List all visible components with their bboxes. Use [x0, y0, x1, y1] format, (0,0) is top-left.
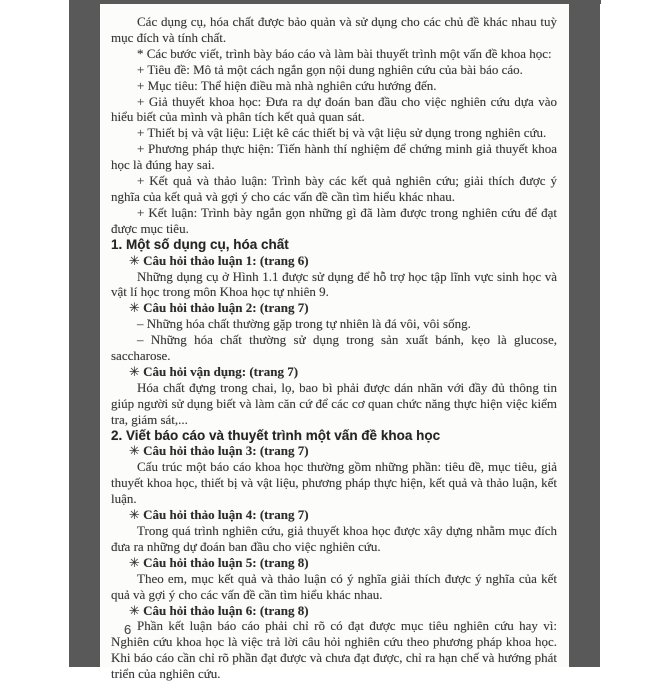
question-line: ✳ Câu hỏi thảo luận 5: (trang 8) — [129, 554, 309, 570]
section-heading: 2. Viết báo cáo và thuyết trình một vấn đề khoa học — [111, 427, 441, 443]
paragraph: + Kết quả và thảo luận: Trình bày các kết quả nghiên cứu; giải thích được ý nghĩa của kết quả và gợi ý cho các vấn đề cần tìm hiểu khác nhau. — [111, 173, 557, 204]
paragraph: Các dụng cụ, hóa chất được bảo quản và sử dụng cho các chủ đề khác nhau tuỳ mục đích và tính chất. — [111, 14, 557, 45]
paragraph: Trong quá trình nghiên cứu, giả thuyết khoa học được xây dựng nhằm mục đích đưa ra những dự đoán ban đầu cho việc nghiên cứu. — [111, 523, 557, 554]
question-line: ✳ Câu hỏi thảo luận 1: (trang 6) — [129, 252, 309, 268]
question-line: ✳ Câu hỏi thảo luận 2: (trang 7) — [129, 300, 309, 316]
paragraph: Phần kết luận báo cáo phải chỉ rõ có đạt được mục tiêu nghiên cứu hay vì: Nghiên cứu khoa học là việc trả lời câu hỏi nghiên cứu theo phương pháp khoa học. Khi báo cáo cần chỉ rõ phần đạt được và chưa đạt được, chỉ ra hạn chế và hướng phát triển của nghiên cứu. — [111, 618, 557, 682]
paragraph: + Giả thuyết khoa học: Đưa ra dự đoán ban đầu cho việc nghiên cứu dựa vào hiểu biết của mình và phân tích kết quả quan sát. — [111, 93, 557, 125]
question-line: ✳ Câu hỏi thảo luận 4: (trang 7) — [129, 507, 309, 523]
question-line: ✳ Câu hỏi thảo luận 6: (trang 8) — [129, 602, 309, 618]
paragraph: Theo em, mục kết quả và thảo luận có ý nghĩa giải thích được ý nghĩa của kết quả và gợi ý cho các vấn đề cần tìm hiểu khác nhau. — [111, 570, 557, 602]
paragraph: + Tiêu đề: Mô tả một cách ngắn gọn nội dung nghiên cứu của bài báo cáo. — [137, 61, 523, 77]
paragraph: Cấu trúc một báo cáo khoa học thường gồm những phần: tiêu đề, mục tiêu, giả thuyết khoa học, thiết bị và vật liệu, phương pháp thực hiện, kết quả và thảo luận, kết luận. — [111, 459, 557, 507]
paragraph: Những dụng cụ ở Hình 1.1 được sử dụng để hỗ trợ học tập lĩnh vực sinh học và vật lí học trong môn Khoa học tự nhiên 9. — [111, 268, 557, 300]
page-content — [100, 4, 569, 682]
paragraph: – Những hóa chất thường sử dụng trong sản xuất bánh, kẹo là glucose, saccharose. — [111, 332, 557, 364]
paragraph: Hóa chất đựng trong chai, lọ, bao bì phải được dán nhãn với đầy đủ thông tin giúp người sử dụng biết và làm căn cứ để các cơ quan chức năng thực hiện việc kiểm tra, giám sát,... — [111, 379, 557, 427]
section-heading: 1. Một số dụng cụ, hóa chất — [111, 236, 289, 252]
paragraph: + Mục tiêu: Thể hiện điều mà nhà nghiên cứu hướng đến. — [137, 77, 437, 93]
paragraph: * Các bước viết, trình bày báo cáo và làm bài thuyết trình một vấn đề khoa học: — [137, 45, 552, 61]
right-page-edge-shadow — [569, 2, 600, 667]
paragraph: + Thiết bị và vật liệu: Liệt kê các thiết bị và vật liệu sử dụng trong nghiên cứu. — [137, 125, 547, 141]
document-page — [100, 4, 569, 682]
page-number: 6 — [124, 622, 132, 637]
left-page-edge-shadow — [69, 2, 100, 667]
paragraph: + Kết luận: Trình bày ngắn gọn những gì đã làm được trong nghiên cứu để đạt được mục tiêu. — [111, 204, 557, 236]
question-line: ✳ Câu hỏi thảo luận 3: (trang 7) — [129, 443, 309, 459]
paragraph: + Phương pháp thực hiện: Tiến hành thí nghiệm để chứng minh giả thuyết khoa học là đúng hay sai. — [111, 141, 557, 173]
paragraph: – Những hóa chất thường gặp trong tự nhiên là đá vôi, vôi sống. — [137, 316, 471, 332]
question-line: ✳ Câu hỏi vận dụng: (trang 7) — [129, 363, 299, 379]
